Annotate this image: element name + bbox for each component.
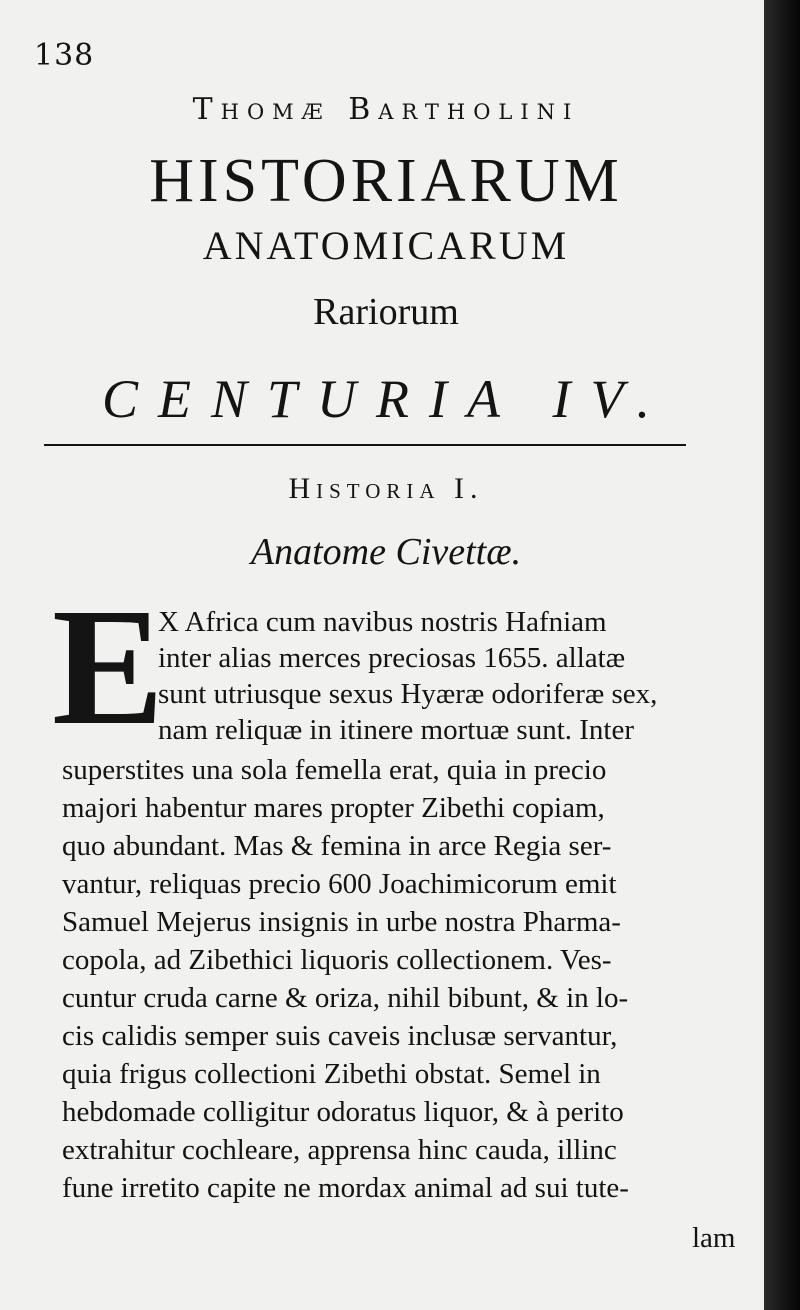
body-line: hebdomade colligitur odoratus liquor, & à perito: [62, 1096, 624, 1128]
title-rariorum: Rariorum: [313, 291, 459, 333]
drop-cap: E: [52, 574, 165, 760]
body-line: quia frigus collectioni Zibethi obstat. Semel in: [62, 1058, 601, 1090]
title-main: HISTORIARUM: [149, 147, 623, 215]
body-line: inter alias merces preciosas 1655. allatæ: [158, 642, 626, 674]
catchword: lam: [692, 1222, 736, 1254]
horizontal-rule: [44, 444, 686, 446]
page-number: 138: [34, 38, 95, 73]
body-line: fune irretito capite ne mordax animal ad sui tute-: [62, 1172, 629, 1204]
title-centuria: CENTURIA IV.: [101, 369, 671, 429]
body-line: superstites una sola femella erat, quia in precio: [62, 754, 607, 786]
body-line: extrahitur cochleare, apprensa hinc cauda, illinc: [62, 1134, 617, 1166]
body-line: Samuel Mejerus insignis in urbe nostra Pharma-: [62, 906, 621, 938]
body-line: nam reliquæ in itinere mortuæ sunt. Inter: [158, 714, 634, 746]
body-line: sunt utriusque sexus Hyæræ odoriferæ sex,: [158, 678, 658, 710]
body-line: X Africa cum navibus nostris Hafniam: [158, 606, 607, 638]
historia-heading: Historia I.: [288, 472, 484, 505]
running-head: Thomæ Bartholini: [192, 92, 580, 127]
historia-title: Anatome Civettæ.: [250, 531, 522, 573]
title-sub: ANATOMICARUM: [202, 223, 570, 268]
body-line: cis calidis semper suis caveis inclusæ servantur,: [62, 1020, 618, 1052]
body-line: quo abundant. Mas & femina in arce Regia ser-: [62, 830, 612, 862]
body-line: vantur, reliquas precio 600 Joachimicorum emit: [62, 868, 617, 900]
page-edge-shadow: [764, 0, 800, 1310]
body-line: majori habentur mares propter Zibethi copiam,: [62, 792, 605, 824]
body-line: cuntur cruda carne & oriza, nihil bibunt, & in lo-: [62, 982, 629, 1014]
body-line: copola, ad Zibethici liquoris collectionem. Ves-: [62, 944, 612, 976]
